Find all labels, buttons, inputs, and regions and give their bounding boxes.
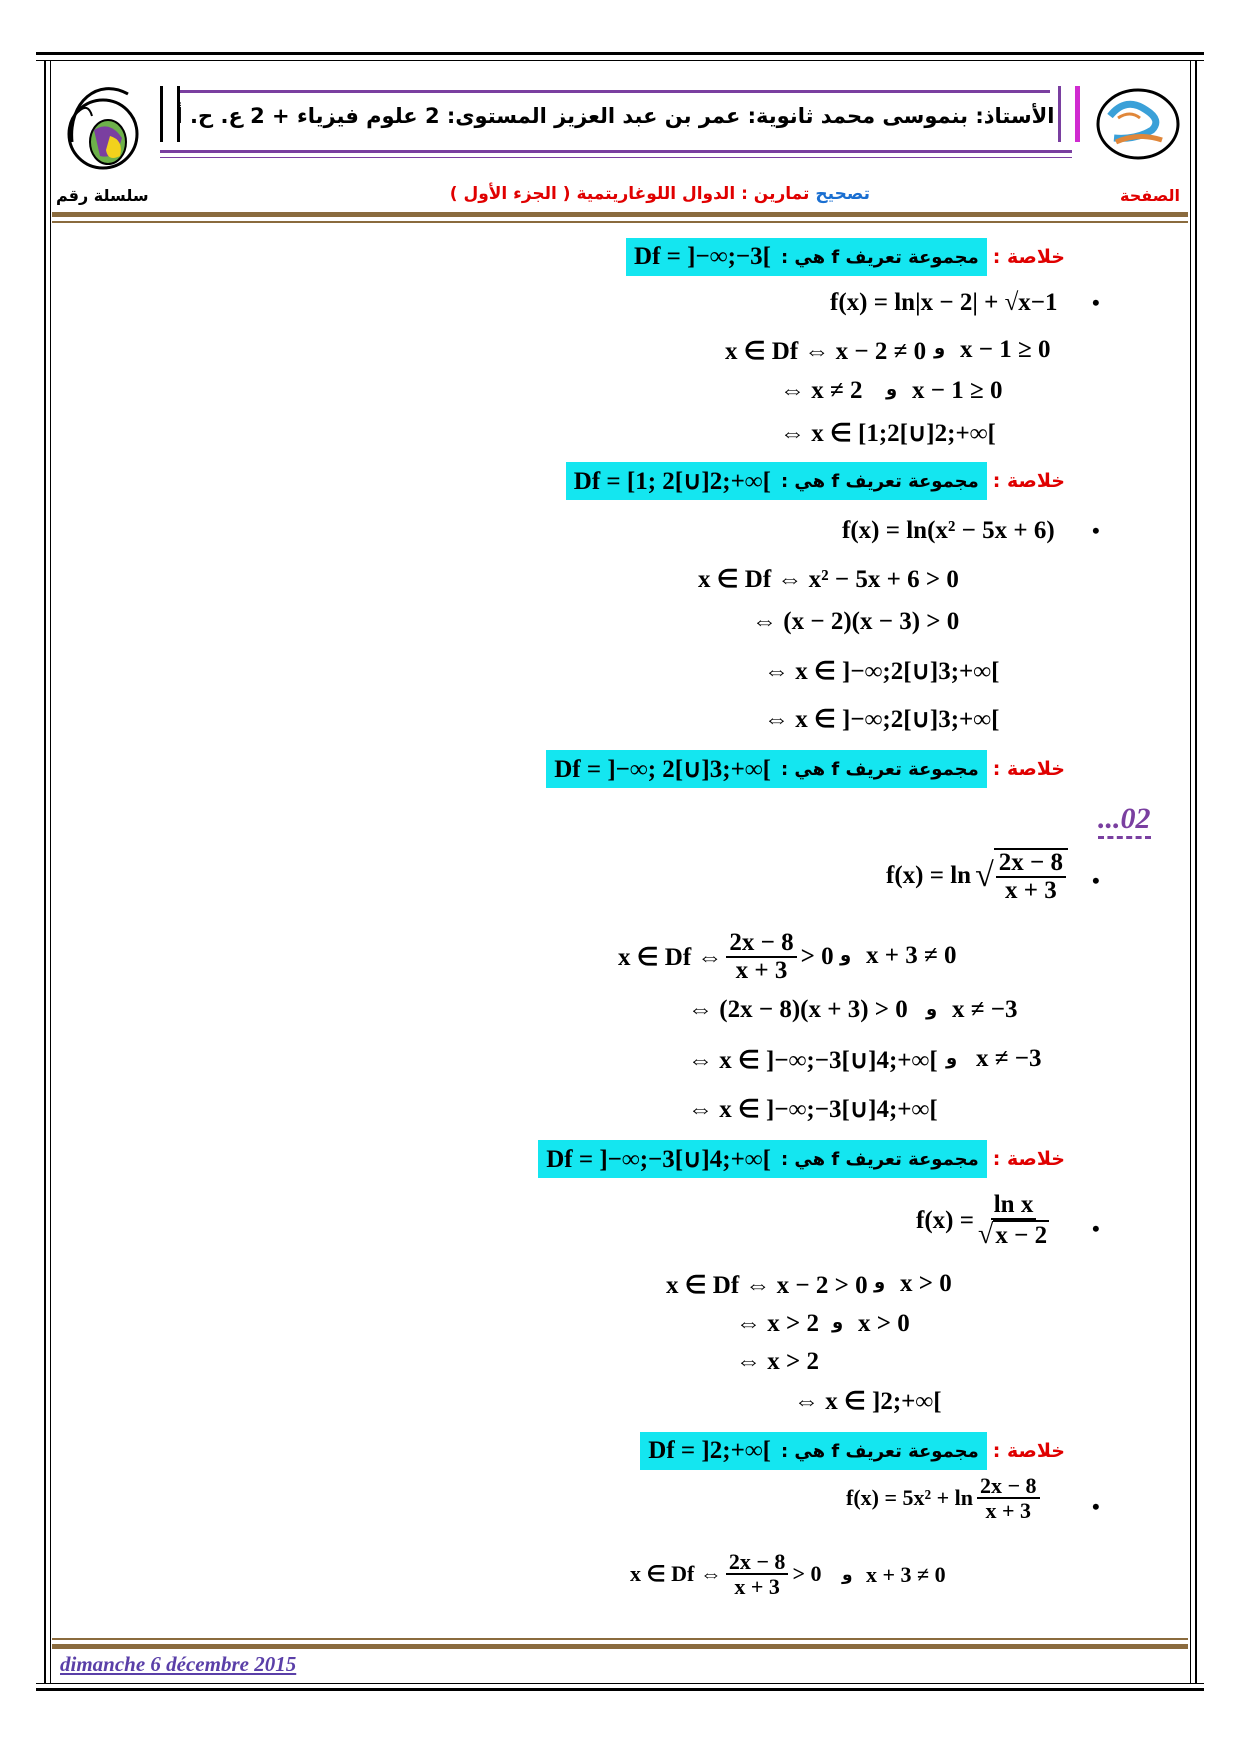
title-top-rule	[180, 90, 1050, 93]
frame-top-rule	[36, 52, 1204, 55]
function-definition: f(x) = ln √ $\frac{2x - 8}{x + 3}$	[886, 848, 1068, 905]
summary-label: خلاصة :	[992, 758, 1065, 780]
title-bottom-rule-thin	[160, 157, 1072, 158]
math-line: ⇔ x ∈ ]−∞;−3[∪]4;+∞[	[688, 1096, 938, 1123]
series-label: سلسلة رقم	[56, 186, 149, 205]
header-title: الأستاذ: بنموسى محمد ثانوية: عمر بن عبد العزيز المستوى: 2 علوم فيزياء + 2 ع. ح. أ	[175, 104, 1055, 128]
math-line: x > 0	[858, 1310, 910, 1337]
and-word: و	[832, 1312, 844, 1333]
summary-4	[538, 1140, 1065, 1178]
summary-result: Df = ]−∞;−3[∪]4;+∞[	[546, 1146, 771, 1173]
logo-2-icon	[1096, 88, 1180, 160]
summary-result: Df = ]−∞; 2[∪]3;+∞[	[554, 756, 771, 783]
math-line: x − 1 ≥ 0	[912, 377, 1003, 404]
math-line: ⇔ x > 2	[736, 1310, 819, 1337]
summary-text: مجموعة تعريف f هي :	[780, 1148, 979, 1170]
math-line: ⇔ x ∈ ]2;+∞[	[794, 1388, 942, 1415]
frame-bottom-rule-thin	[36, 1683, 1204, 1684]
footer-brown-rule-thin	[52, 1638, 1188, 1640]
math-line: ⇔ (x − 2)(x − 3) > 0	[752, 608, 960, 635]
summary-result: Df = ]2;+∞[	[648, 1437, 771, 1464]
and-word: و	[946, 1048, 958, 1069]
summary-text: مجموعة تعريف f هي :	[780, 246, 979, 268]
summary-label: خلاصة :	[992, 470, 1065, 492]
bullet: •	[1092, 1494, 1100, 1519]
math-line: x ∈ Df ⇔ x − 2 ≠ 0	[725, 338, 927, 365]
summary-1	[626, 238, 1065, 276]
math-line: ⇔ x ≠ 2	[780, 377, 863, 404]
function-definition: f(x) = 5x² + ln $\frac{2x - 8}{x + 3}$	[846, 1474, 1040, 1522]
math-line: x + 3 ≠ 0	[866, 1562, 946, 1587]
math-line: ⇔ x > 2	[736, 1348, 819, 1375]
math-line: x ∈ Df ⇔ $\frac{2x - 8}{x + 3}$ > 0	[630, 1549, 822, 1600]
subtitle-topic: تمارين : الدوال اللوغاريتمية ( الجزء الأول )	[449, 184, 810, 204]
header-brown-rule-thin	[52, 221, 1188, 223]
math-line: x − 1 ≥ 0	[960, 336, 1051, 363]
function-definition: f(x) = ln|x − 2| + √x−1	[830, 289, 1058, 316]
bullet: •	[1092, 518, 1100, 543]
summary-result: Df = [1; 2[∪]2;+∞[	[573, 468, 771, 495]
section-number: ...02	[1098, 802, 1151, 839]
frame-right-rule-thin	[1190, 60, 1191, 1684]
frame-top-rule-thin	[36, 60, 1204, 61]
math-line: ⇔ x ∈ ]−∞;2[∪]3;+∞[	[764, 658, 1000, 685]
and-word: و	[886, 379, 898, 400]
summary-3	[546, 750, 1065, 788]
frame-right-rule	[1195, 60, 1197, 1684]
footer-brown-rule	[52, 1644, 1188, 1649]
and-word: و	[874, 1272, 886, 1293]
summary-5	[640, 1432, 1065, 1470]
math-line: x ∈ Df ⇔ $\frac{2x - 8}{x + 3}$ > 0	[618, 929, 834, 985]
footer-date: dimanche 6 décembre 2015	[60, 1652, 297, 1676]
and-word: و	[842, 1565, 853, 1585]
title-bottom-rule	[160, 150, 1072, 153]
math-line: x ∈ Df ⇔ x² − 5x + 6 > 0	[698, 566, 959, 593]
frame-bottom-rule	[36, 1688, 1204, 1691]
page-subtitle	[400, 184, 870, 204]
summary-label: خلاصة :	[992, 246, 1065, 268]
math-line: x > 0	[900, 1270, 952, 1297]
math-line: x ≠ −3	[952, 996, 1018, 1023]
series-number-6-icon	[58, 72, 148, 182]
frame-left-rule	[44, 60, 46, 1684]
summary-text: مجموعة تعريف f هي :	[780, 758, 979, 780]
bullet: •	[1092, 1216, 1100, 1241]
math-line: ⇔ x ∈ ]−∞;2[∪]3;+∞[	[764, 706, 1000, 733]
subtitle-correction: تصحيح	[815, 184, 870, 204]
math-line: ⇔ (2x − 8)(x + 3) > 0	[688, 996, 908, 1023]
math-line: ⇔ x ∈ [1;2[∪]2;+∞[	[780, 420, 996, 447]
math-line: x + 3 ≠ 0	[866, 942, 957, 969]
and-word: و	[926, 999, 938, 1020]
title-right-bar	[1058, 86, 1080, 142]
summary-label: خلاصة :	[992, 1440, 1065, 1462]
summary-label: خلاصة :	[992, 1148, 1065, 1170]
math-line: x ∈ Df ⇔ x − 2 > 0	[666, 1272, 868, 1299]
and-word: و	[840, 945, 852, 966]
math-line: ⇔ x ∈ ]−∞;−3[∪]4;+∞[	[688, 1047, 938, 1074]
summary-result: Df = ]−∞;−3[	[634, 243, 771, 270]
bullet: •	[1092, 868, 1100, 893]
bullet: •	[1092, 290, 1100, 315]
function-definition: f(x) = ln(x² − 5x + 6)	[842, 517, 1055, 544]
math-line: x ≠ −3	[976, 1045, 1042, 1072]
summary-2	[566, 462, 1065, 500]
summary-text: مجموعة تعريف f هي :	[780, 470, 979, 492]
page-label: الصفحة	[1120, 186, 1181, 205]
header-brown-rule	[52, 212, 1188, 217]
function-definition: f(x) = $\frac{\text{ln x}}{√x - 2}$	[916, 1191, 1048, 1251]
summary-text: مجموعة تعريف f هي :	[780, 1440, 979, 1462]
and-word: و	[934, 338, 946, 359]
frame-left-rule-thin	[50, 60, 51, 1684]
